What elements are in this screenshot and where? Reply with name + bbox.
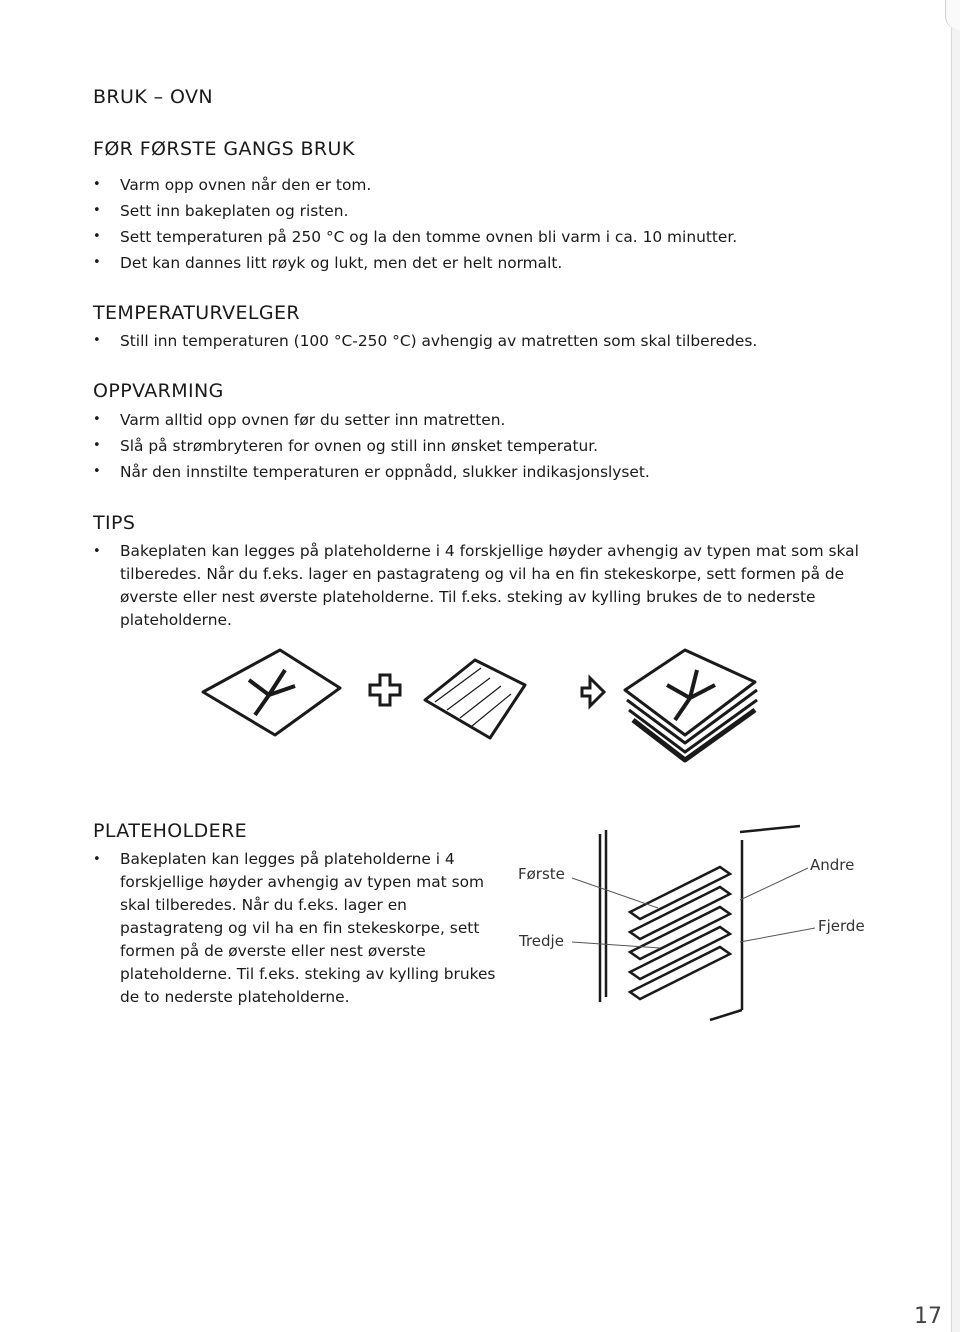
list-item: • Still inn temperaturen (100 °C-250 °C) avhengig av matretten som skal tilberedes. [93, 328, 757, 354]
leader-first [572, 878, 658, 908]
list-item: • Når den innstilte temperaturen er oppnådd, slukker indikasjonslyset. [93, 459, 650, 485]
page-edge [951, 0, 960, 1332]
list-item: • Sett temperaturen på 250 °C og la den tomme ovnen bli varm i ca. 10 minutter. [93, 224, 737, 250]
label-fourth: Fjerde [818, 917, 865, 935]
page-corner [945, 0, 960, 30]
plus-icon [370, 675, 400, 705]
heading-tips: TIPS [93, 512, 136, 534]
list-first-use [93, 172, 737, 276]
list-plate-holders [93, 848, 513, 1009]
list-tips [93, 540, 893, 632]
heading-heating: OPPVARMING [93, 380, 224, 402]
label-first: Første [518, 865, 565, 883]
list-item: • Bakeplaten kan legges på plateholderne i 4 forskjellige høyder avhengig av typen mat som skal tilberedes. Når du f.eks. lager en pastagrateng og vil ha en fin stekeskorpe, sett formen på de øverste eller nest øverste plateholderne. Til f.eks. steking av kylling brukes de to nederste plateholderne. [93, 848, 513, 1009]
heading-first-use: FØR FØRSTE GANGS BRUK [93, 138, 355, 160]
list-temperature [93, 328, 757, 354]
rack-shelf-5 [630, 947, 730, 999]
leader-fourth [740, 928, 815, 942]
list-heating [93, 407, 650, 485]
list-item: • Bakeplaten kan legges på plateholderne i 4 forskjellige høyder avhengig av typen mat som skal tilberedes. Når du f.eks. lager en pastagrateng og vil ha en fin stekeskorpe, sett formen på de øverste eller nest øverste plateholderne. Til f.eks. steking av kylling brukes de to nederste plateholderne. [93, 540, 893, 632]
floor-line [710, 1010, 742, 1020]
stacked-tray-drawing [625, 650, 757, 760]
grid-drawing [425, 660, 525, 738]
main-title: BRUK – OVN [93, 86, 214, 108]
list-item: • Sett inn bakeplaten og risten. [93, 198, 737, 224]
label-leader-lines [560, 860, 820, 950]
leader-third [572, 942, 660, 948]
label-third: Tredje [519, 932, 564, 950]
heading-temperature: TEMPERATURVELGER [93, 302, 301, 324]
baking-tray-illustration [185, 640, 785, 770]
baking-tray-drawing [203, 650, 340, 735]
page-number: 17 [914, 1304, 942, 1329]
list-item: • Slå på strømbryteren for ovnen og still inn ønsket temperatur. [93, 433, 650, 459]
list-item: • Det kan dannes litt røyk og lukt, men det er helt normalt. [93, 250, 737, 276]
arrow-right-icon [582, 678, 604, 706]
label-second: Andre [810, 856, 855, 874]
leader-second [740, 868, 808, 900]
list-item: • Varm opp ovnen når den er tom. [93, 172, 737, 198]
heading-plate-holders: PLATEHOLDERE [93, 820, 248, 842]
ceiling-line [740, 826, 800, 832]
list-item: • Varm alltid opp ovnen før du setter inn matretten. [93, 407, 650, 433]
